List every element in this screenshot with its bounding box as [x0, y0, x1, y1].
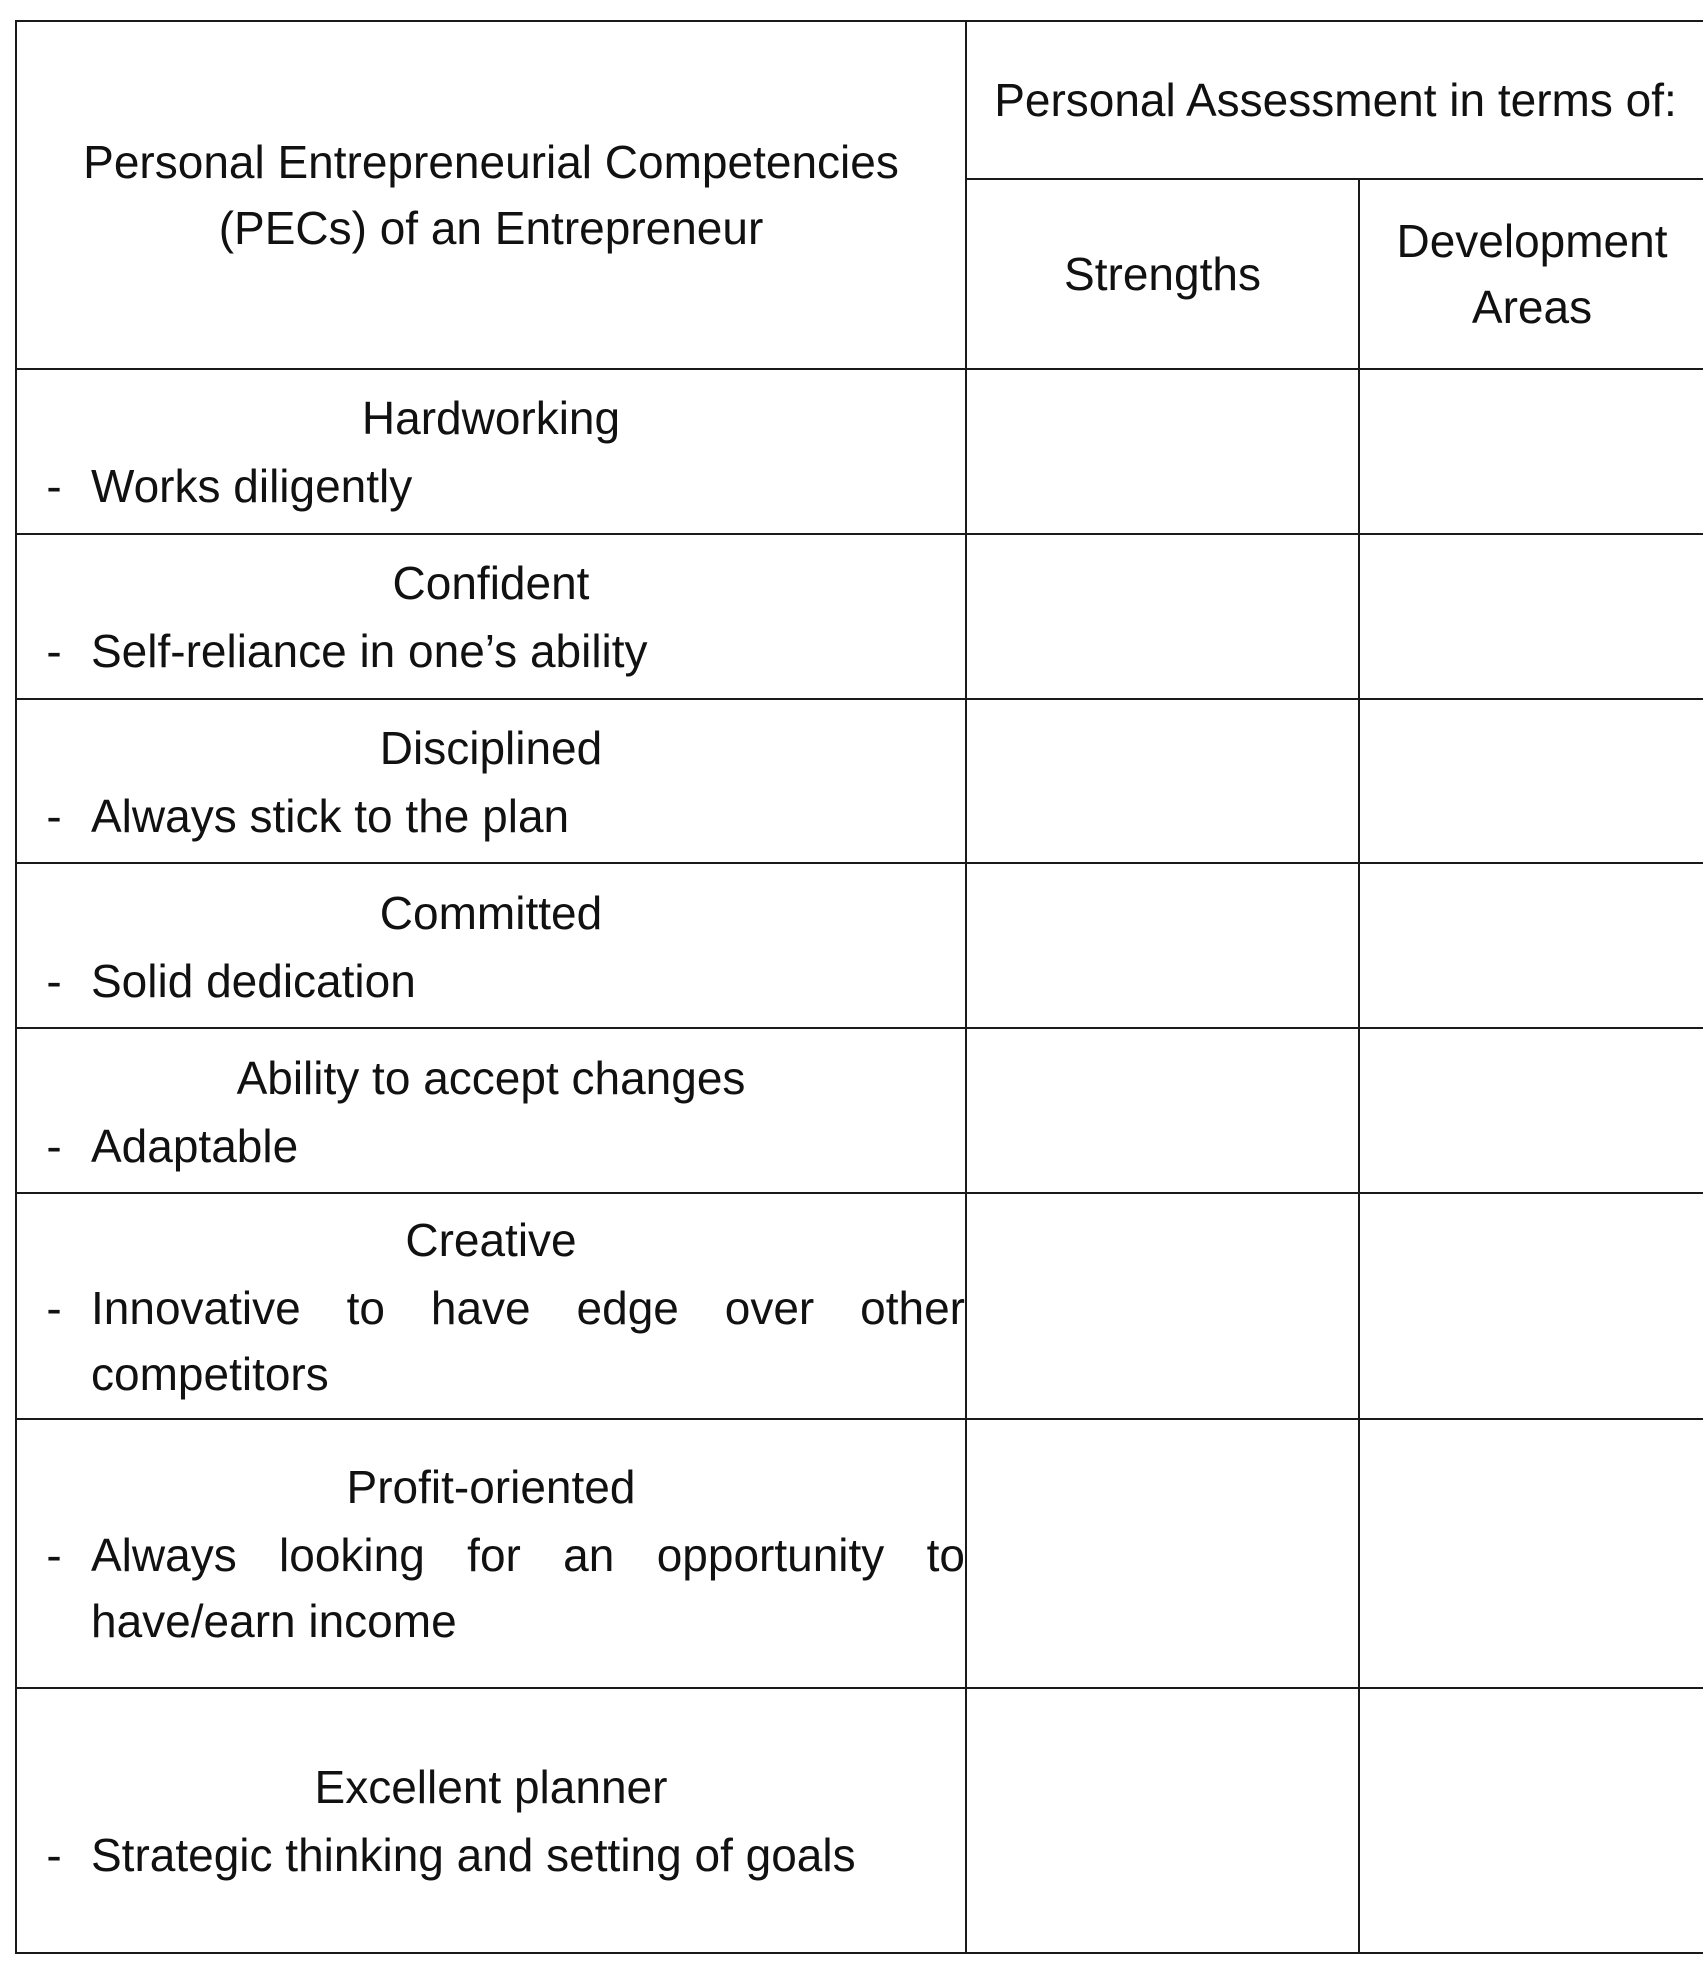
competency-name: Profit-oriented — [346, 1461, 636, 1514]
competency-description-text: Innovative to have edge over other competitors — [91, 1282, 965, 1401]
development-areas-input-cell[interactable] — [1359, 699, 1703, 864]
competency-cell — [16, 1688, 966, 1953]
competency-row — [16, 534, 1703, 699]
competency-description — [17, 783, 965, 849]
assessment-group-header: Personal Assessment in terms of: — [966, 21, 1703, 179]
strengths-input-cell[interactable] — [966, 1028, 1359, 1193]
competency-cell — [16, 1028, 966, 1193]
dash-bullet: - — [46, 954, 62, 1007]
pecs-assessment-table — [15, 20, 1703, 1954]
competency-row — [16, 1193, 1703, 1419]
competency-row — [16, 1419, 1703, 1687]
competency-description — [17, 453, 965, 519]
competency-description-text: Self-reliance in one’s ability — [91, 625, 648, 678]
development-areas-column-header: Development Areas — [1359, 179, 1703, 369]
strengths-column-header: Strengths — [966, 179, 1359, 369]
competency-description-text: Always stick to the plan — [91, 790, 570, 843]
dash-bullet: - — [46, 1282, 62, 1335]
development-areas-input-cell[interactable] — [1359, 1193, 1703, 1419]
competency-row — [16, 863, 1703, 1028]
competency-row — [16, 1688, 1703, 1953]
development-areas-input-cell[interactable] — [1359, 863, 1703, 1028]
strengths-input-cell[interactable] — [966, 1193, 1359, 1419]
competency-description-text: Always looking for an opportunity to have/earn income — [91, 1529, 965, 1648]
competency-name: Hardworking — [361, 392, 621, 445]
competency-name: Ability to accept changes — [236, 1051, 746, 1104]
competency-name: Committed — [379, 886, 603, 939]
competency-name: Excellent planner — [314, 1761, 668, 1814]
competency-description — [17, 1113, 965, 1179]
dash-bullet: - — [46, 460, 62, 513]
dash-bullet: - — [46, 1119, 62, 1172]
competency-description-text: Strategic thinking and setting of goals — [91, 1829, 856, 1882]
competency-cell — [16, 863, 966, 1028]
dash-bullet: - — [46, 625, 62, 678]
competency-description-text: Works diligently — [91, 460, 413, 513]
strengths-input-cell[interactable] — [966, 699, 1359, 864]
competency-row — [16, 369, 1703, 534]
competency-description — [17, 1275, 965, 1407]
competency-cell — [16, 369, 966, 534]
competency-cell — [16, 699, 966, 864]
development-areas-input-cell[interactable] — [1359, 369, 1703, 534]
competency-description-text: Solid dedication — [91, 954, 416, 1007]
development-areas-input-cell[interactable] — [1359, 1688, 1703, 1953]
competency-description-text: Adaptable — [91, 1119, 299, 1172]
strengths-input-cell[interactable] — [966, 369, 1359, 534]
competency-cell — [16, 1419, 966, 1687]
strengths-input-cell[interactable] — [966, 1688, 1359, 1953]
competency-name: Confident — [392, 557, 590, 610]
competency-row — [16, 699, 1703, 864]
competency-row — [16, 1028, 1703, 1193]
competency-description — [17, 618, 965, 684]
strengths-input-cell[interactable] — [966, 863, 1359, 1028]
competency-description — [17, 1822, 965, 1888]
competency-name: Disciplined — [379, 722, 603, 775]
strengths-input-cell[interactable] — [966, 534, 1359, 699]
development-areas-input-cell[interactable] — [1359, 1419, 1703, 1687]
competency-description — [17, 948, 965, 1014]
header-row-top — [16, 21, 1703, 179]
strengths-input-cell[interactable] — [966, 1419, 1359, 1687]
competency-name: Creative — [405, 1214, 577, 1267]
development-areas-input-cell[interactable] — [1359, 1028, 1703, 1193]
dash-bullet: - — [46, 790, 62, 843]
dash-bullet: - — [46, 1829, 62, 1882]
competencies-column-header: Personal Entrepreneurial Competencies (PECs) of an Entrepreneur — [16, 21, 966, 369]
dash-bullet: - — [46, 1529, 62, 1582]
development-areas-input-cell[interactable] — [1359, 534, 1703, 699]
competency-description — [17, 1522, 965, 1654]
competency-cell — [16, 534, 966, 699]
competency-cell — [16, 1193, 966, 1419]
